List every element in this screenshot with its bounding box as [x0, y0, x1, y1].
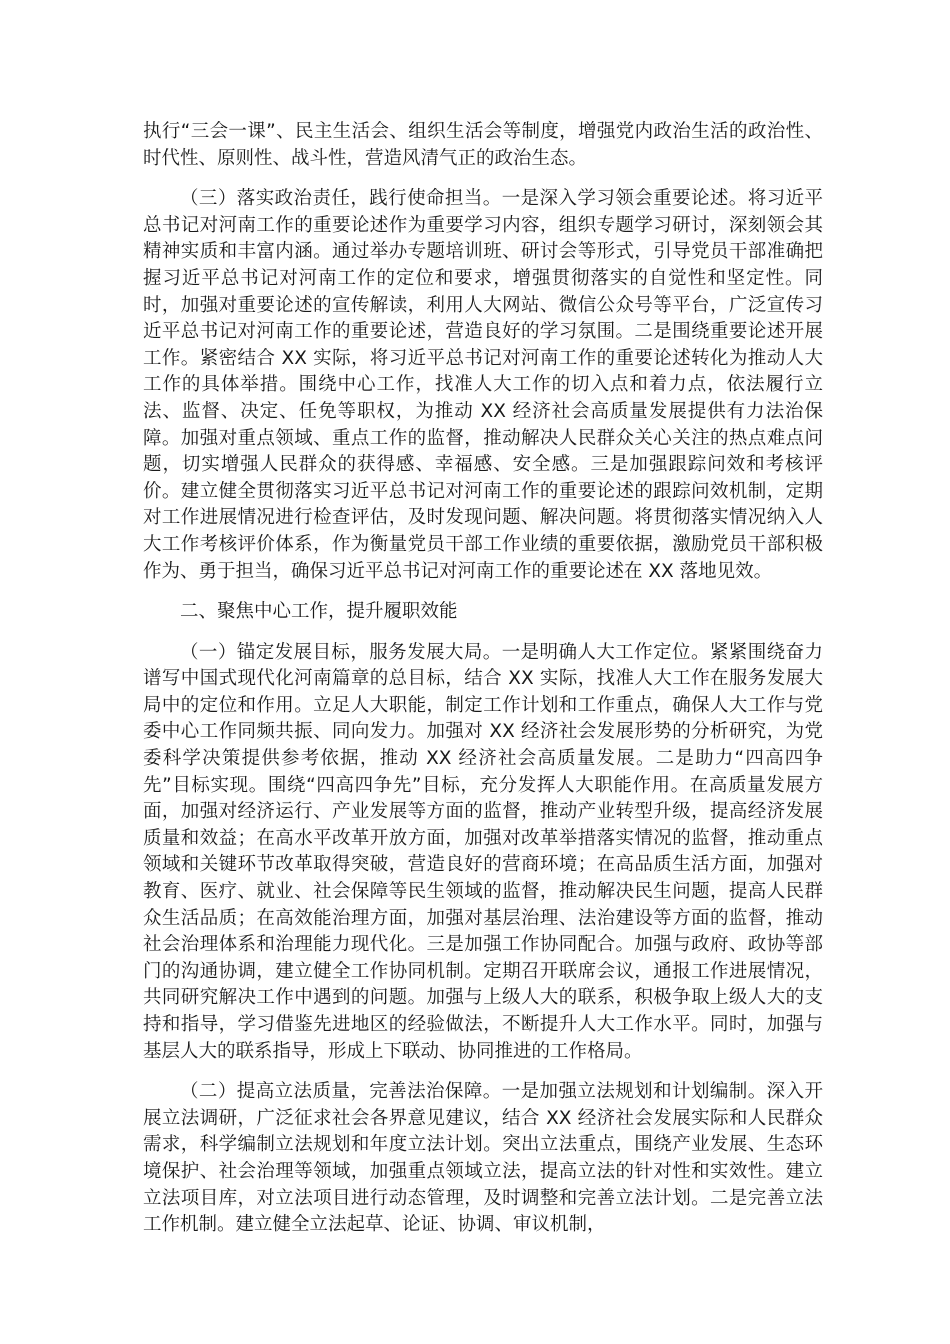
paragraph-subsection-one: （一）锚定发展目标，服务发展大局。一是明确人大工作定位。紧紧围绕奋力谱写中国式现代化河南篇章的总目标，结合 XX 实际，找准人大工作在服务发展大局中的定位和作用。立足人大职能，制定工作计划和工作重点，确保人大工作与党委中心工作同频共振、同向发力。加强对 XX 经济社会发展形势的分析研究，为党委科学决策提供参考依据，推动 XX 经济社会高质量发展。二是助力“四高四争先”目标实现。围绕“四高四争先”目标，充分发挥人大职能作用。在高质量发展方面，加强对经济运行、产业发展等方面的监督，推动产业转型升级，提高经济发展质量和效益；在高水平改革开放方面，加强对改革举措落实情况的监督，推动重点领域和关键环节改革取得突破，营造良好的营商环境；在高品质生活方面，加强对教育、医疗、就业、社会保障等民生领域的监督，推动解决民生问题，提高人民群众生活品质；在高效能治理方面，加强对基层治理、法治建设等方面的监督，推动社会治理体系和治理能力现代化。三是加强工作协同配合。加强与政府、政协等部门的沟通协调，建立健全工作协同机制。定期召开联席会议，通报工作进展情况，共同研究解决工作中遇到的问题。加强与上级人大的联系，积极争取上级人大的支持和指导，学习借鉴先进地区的经验做法，不断提升人大工作水平。同时，加强与基层人大的联系指导，形成上下联动、协同推进的工作格局。 [143, 641, 823, 1062]
paragraph-subsection-two: （二）提高立法质量，完善法治保障。一是加强立法规划和计划编制。深入开展立法调研，广泛征求社会各界意见建议，结合 XX 经济社会发展实际和人民群众需求，科学编制立法规划和年度立法计划。突出立法重点，围绕产业发展、生态环境保护、社会治理等领域，加强重点领域立法，提高立法的针对性和实效性。建立立法项目库，对立法项目进行动态管理，及时调整和完善立法计划。二是完善立法工作机制。建立健全立法起草、论证、协调、审议机制， [143, 1081, 823, 1236]
document-page [143, 119, 823, 1239]
section-heading: 二、聚焦中心工作，提升履职效能 [180, 601, 458, 623]
paragraph-section-three: （三）落实政治责任，践行使命担当。一是深入学习领会重要论述。将习近平总书记对河南工作的重要论述作为重要学习内容，组织专题学习研讨，深刻领会其精神实质和丰富内涵。通过举办专题培训班、研讨会等形式，引导党员干部准确把握习近平总书记对河南工作的定位和要求，增强贯彻落实的自觉性和坚定性。同时，加强对重要论述的宣传解读，利用人大网站、微信公众号等平台，广泛宣传习近平总书记对河南工作的重要论述，营造良好的学习氛围。二是围绕重要论述开展工作。紧密结合 XX 实际，将习近平总书记对河南工作的重要论述转化为推动人大工作的具体举措。围绕中心工作，找准人大工作的切入点和着力点，依法履行立法、监督、决定、任免等职权，为推动 XX 经济社会高质量发展提供有力法治保障。加强对重点领域、重点工作的监督，推动解决人民群众关心关注的热点难点问题，切实增强人民群众的获得感、幸福感、安全感。三是加强跟踪问效和考核评价。建立健全贯彻落实习近平总书记对河南工作的重要论述的跟踪问效机制，定期对工作进展情况进行检查评估，及时发现问题、解决问题。将贯彻落实情况纳入人大工作考核评价体系，作为衡量党员干部工作业绩的重要依据，激励党员干部积极作为、勇于担当，确保习近平总书记对河南工作的重要论述在 XX 落地见效。 [143, 188, 823, 582]
paragraph-continuation: 执行“三会一课”、民主生活会、组织生活会等制度，增强党内政治生活的政治性、时代性、原则性、战斗性，营造风清气正的政治生态。 [143, 121, 823, 169]
